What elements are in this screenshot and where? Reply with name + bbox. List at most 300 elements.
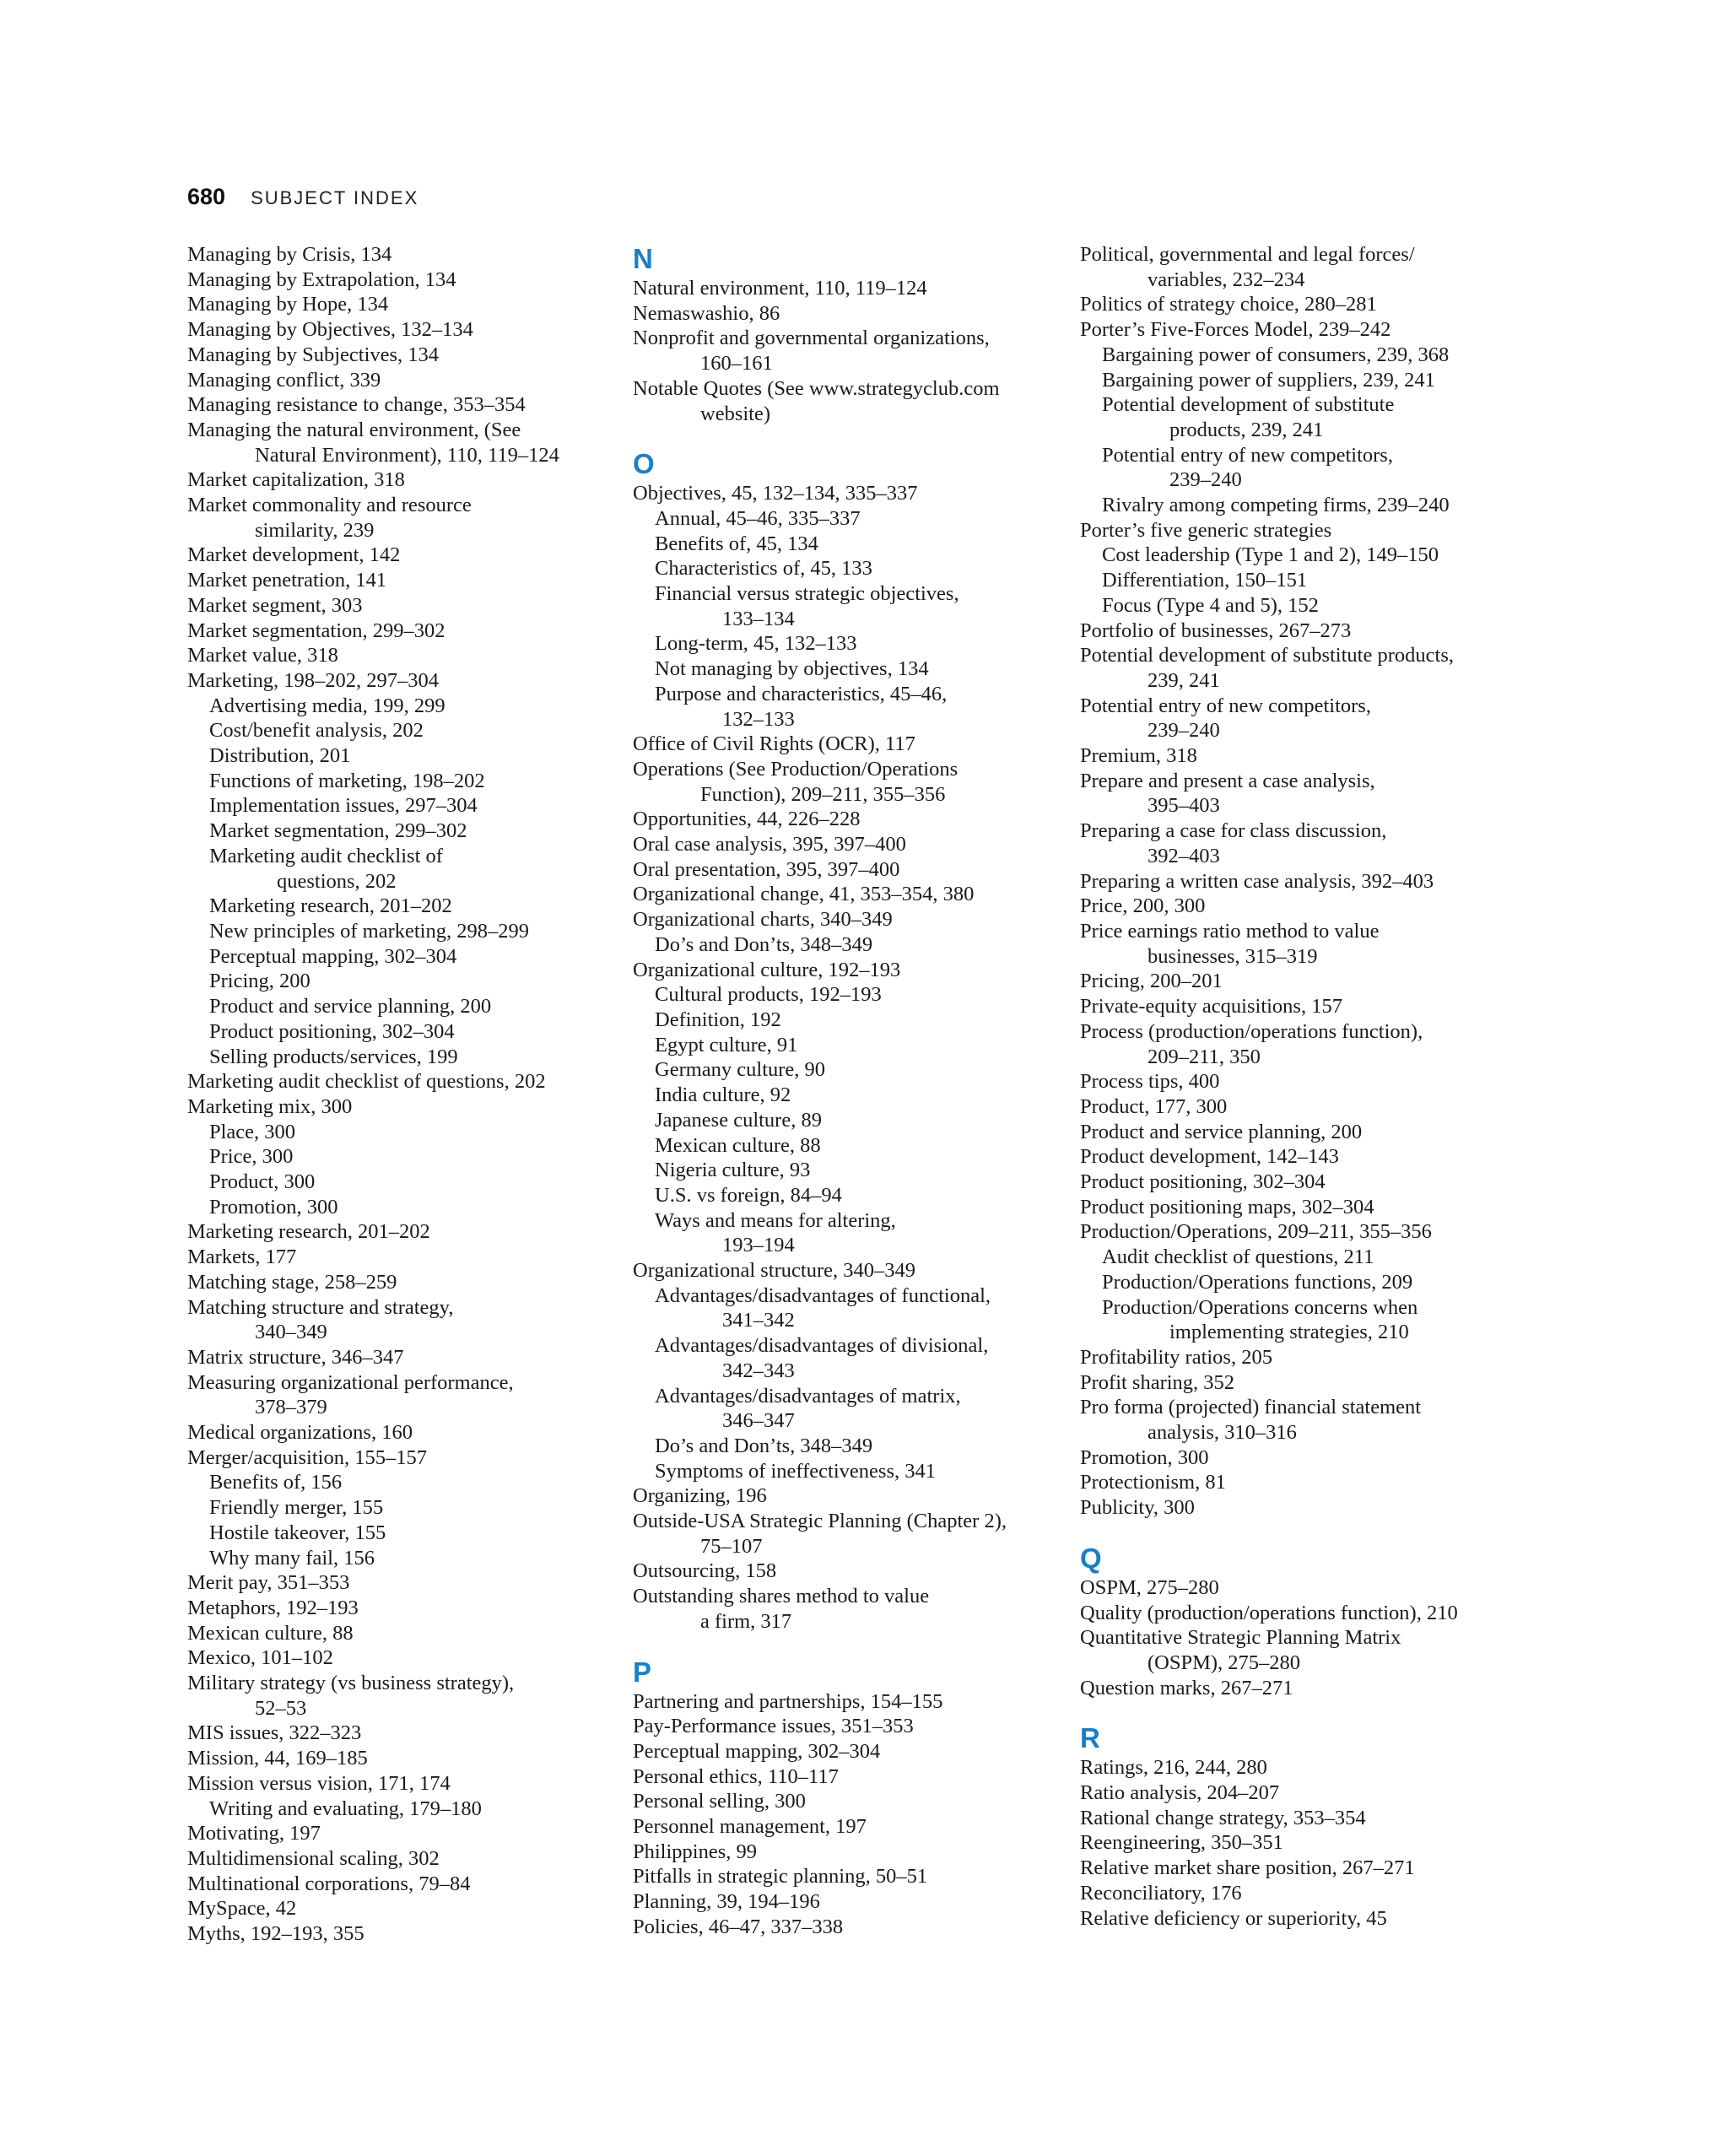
index-entry bbox=[1080, 969, 1527, 994]
index-entry bbox=[633, 1559, 1063, 1584]
index-subentry bbox=[1080, 493, 1527, 518]
entry-continuation: 239–240 bbox=[1169, 468, 1242, 492]
index-subentry bbox=[187, 743, 609, 769]
index-entry bbox=[633, 857, 1063, 883]
index-subentry bbox=[633, 1083, 1063, 1108]
index-entry bbox=[187, 1295, 609, 1345]
index-entry bbox=[187, 1420, 609, 1445]
entry-text: Benefits of, 156 bbox=[209, 1471, 343, 1494]
index-subentry bbox=[633, 1183, 1063, 1208]
section-letter-p: P bbox=[633, 1656, 652, 1688]
entry-text: Multinational corporations, 79–84 bbox=[187, 1872, 471, 1895]
entry-continuation: analysis, 310–316 bbox=[1148, 1421, 1297, 1445]
index-entry bbox=[187, 467, 609, 493]
index-entry bbox=[633, 481, 1063, 506]
entry-text: Japanese culture, 89 bbox=[655, 1108, 822, 1132]
entry-text: Planning, 39, 194–196 bbox=[633, 1890, 820, 1914]
entry-text: Personnel management, 197 bbox=[633, 1815, 867, 1839]
index-subentry bbox=[187, 1019, 609, 1045]
index-subentry bbox=[633, 556, 1063, 581]
entry-text: Organizational culture, 192–193 bbox=[633, 958, 901, 981]
entry-text: Mexican culture, 88 bbox=[187, 1621, 354, 1645]
index-entry bbox=[187, 1671, 609, 1721]
entry-continuation: 75–107 bbox=[700, 1534, 763, 1558]
index-entry bbox=[1080, 1906, 1527, 1932]
entry-text: Why many fail, 156 bbox=[209, 1546, 375, 1570]
entry-text: Price earnings ratio method to value bbox=[1080, 919, 1380, 943]
index-entry bbox=[633, 1840, 1063, 1865]
entry-continuation: 341–342 bbox=[722, 1309, 795, 1332]
entry-text: Relative market share position, 267–271 bbox=[1080, 1856, 1415, 1880]
entry-text: New principles of marketing, 298–299 bbox=[209, 919, 529, 943]
entry-text: Oral case analysis, 395, 397–400 bbox=[633, 833, 906, 856]
entry-text: Audit checklist of questions, 211 bbox=[1102, 1246, 1374, 1269]
entry-continuation: questions, 202 bbox=[277, 869, 397, 893]
index-entry bbox=[187, 1771, 609, 1797]
entry-text: Product, 300 bbox=[209, 1170, 316, 1194]
entry-text: Bargaining power of suppliers, 239, 241 bbox=[1102, 368, 1435, 392]
entry-text: Focus (Type 4 and 5), 152 bbox=[1102, 593, 1319, 617]
index-entry bbox=[1080, 1345, 1527, 1370]
entry-text: Do’s and Don’ts, 348–349 bbox=[655, 1434, 873, 1457]
entry-text: Military strategy (vs business strategy), bbox=[187, 1672, 515, 1695]
entry-text: Marketing research, 201–202 bbox=[209, 894, 452, 918]
entry-text: Private-equity acquisitions, 157 bbox=[1080, 995, 1342, 1019]
index-entry bbox=[633, 1483, 1063, 1509]
entry-text: Product and service planning, 200 bbox=[1080, 1120, 1363, 1143]
index-subentry bbox=[633, 1108, 1063, 1133]
index-entry bbox=[187, 493, 609, 543]
index-entry bbox=[1080, 994, 1527, 1019]
index-entry bbox=[187, 242, 609, 267]
index-entry bbox=[1080, 1495, 1527, 1521]
index-subentry bbox=[633, 1459, 1063, 1484]
entry-text: Reengineering, 350–351 bbox=[1080, 1831, 1283, 1855]
index-entry bbox=[187, 1921, 609, 1947]
entry-text: Annual, 45–46, 335–337 bbox=[655, 506, 861, 530]
index-entry bbox=[1080, 1601, 1527, 1626]
entry-text: Matching stage, 258–259 bbox=[187, 1270, 397, 1294]
entry-text: Production/Operations concerns when bbox=[1102, 1295, 1418, 1319]
index-subentry bbox=[1080, 1295, 1527, 1345]
entry-text: Product, 177, 300 bbox=[1080, 1094, 1228, 1118]
index-subentry bbox=[633, 1133, 1063, 1159]
entry-text: Implementation issues, 297–304 bbox=[209, 794, 478, 818]
entry-text: Mission versus vision, 171, 174 bbox=[187, 1771, 451, 1795]
entry-text: Product positioning maps, 302–304 bbox=[1080, 1195, 1374, 1218]
entry-continuation: website) bbox=[700, 402, 770, 425]
entry-text: Pricing, 200–201 bbox=[1080, 970, 1223, 993]
entry-text: Nigeria culture, 93 bbox=[655, 1159, 811, 1182]
entry-text: Cost/benefit analysis, 202 bbox=[209, 719, 424, 743]
section-letter-o: O bbox=[633, 448, 655, 480]
index-entry bbox=[633, 1814, 1063, 1840]
entry-text: Outsourcing, 158 bbox=[633, 1559, 777, 1583]
index-entry bbox=[187, 368, 609, 393]
index-subentry bbox=[1080, 392, 1527, 442]
entry-text: Market segment, 303 bbox=[187, 593, 363, 617]
index-entry bbox=[1080, 1094, 1527, 1120]
index-subentry bbox=[187, 944, 609, 970]
entry-text: Question marks, 267–271 bbox=[1080, 1676, 1293, 1699]
entry-text: Organizational structure, 340–349 bbox=[633, 1259, 915, 1283]
entry-text: India culture, 92 bbox=[655, 1083, 791, 1107]
index-subentry bbox=[633, 1283, 1063, 1333]
entry-text: Ratings, 216, 244, 280 bbox=[1080, 1756, 1267, 1780]
index-entry bbox=[1080, 1470, 1527, 1495]
index-subentry bbox=[1080, 368, 1527, 393]
index-entry bbox=[1080, 1120, 1527, 1145]
index-entry bbox=[633, 832, 1063, 857]
index-entry bbox=[187, 1621, 609, 1646]
index-entry bbox=[1080, 1881, 1527, 1906]
entry-text: Promotion, 300 bbox=[209, 1195, 338, 1218]
entry-text: Merger/acquisition, 155–157 bbox=[187, 1445, 427, 1469]
index-column-2 bbox=[633, 242, 1063, 1940]
index-subentry bbox=[187, 919, 609, 944]
section-letter-q: Q bbox=[1080, 1542, 1102, 1574]
index-entry bbox=[1080, 1806, 1527, 1831]
entry-text: MIS issues, 322–323 bbox=[187, 1721, 362, 1745]
index-subentry bbox=[633, 1384, 1063, 1434]
entry-text: Operations (See Production/Operations bbox=[633, 757, 958, 781]
entry-text: Bargaining power of consumers, 239, 368 bbox=[1102, 343, 1450, 366]
entry-text: Market commonality and resource bbox=[187, 494, 472, 517]
entry-text: Product positioning, 302–304 bbox=[209, 1019, 455, 1043]
index-entry bbox=[1080, 1575, 1527, 1601]
index-entry bbox=[633, 807, 1063, 832]
index-subentry bbox=[187, 1045, 609, 1070]
index-subentry bbox=[633, 932, 1063, 958]
entry-text: Mexican culture, 88 bbox=[655, 1133, 821, 1157]
entry-text: Medical organizations, 160 bbox=[187, 1421, 413, 1445]
entry-continuation: Function), 209–211, 355–356 bbox=[700, 782, 946, 806]
entry-text: Publicity, 300 bbox=[1080, 1496, 1195, 1520]
index-entry bbox=[633, 1258, 1063, 1283]
index-entry bbox=[633, 1689, 1063, 1715]
entry-continuation: 160–161 bbox=[700, 352, 773, 376]
entry-text: Marketing, 198–202, 297–304 bbox=[187, 668, 440, 692]
entry-text: Matrix structure, 346–347 bbox=[187, 1345, 404, 1369]
entry-text: Pro forma (projected) financial statement bbox=[1080, 1396, 1422, 1419]
index-subentry bbox=[187, 1170, 609, 1195]
entry-text: Friendly merger, 155 bbox=[209, 1496, 384, 1520]
index-entry bbox=[187, 1570, 609, 1596]
index-entry bbox=[187, 1645, 609, 1671]
entry-text: Reconciliatory, 176 bbox=[1080, 1881, 1242, 1905]
index-subentry bbox=[633, 631, 1063, 657]
index-subentry bbox=[187, 1195, 609, 1220]
index-entry bbox=[187, 1270, 609, 1295]
index-entry bbox=[187, 343, 609, 368]
entry-text: Germany culture, 90 bbox=[655, 1058, 826, 1082]
entry-text: Preparing a case for class discussion, bbox=[1080, 819, 1387, 843]
index-entry bbox=[633, 1915, 1063, 1940]
index-subentry bbox=[187, 844, 609, 894]
index-entry bbox=[1080, 1625, 1527, 1675]
entry-text: Advantages/disadvantages of matrix, bbox=[655, 1384, 961, 1408]
entry-text: Managing by Subjectives, 134 bbox=[187, 343, 440, 366]
entry-text: Organizational charts, 340–349 bbox=[633, 908, 893, 932]
entry-text: Office of Civil Rights (OCR), 117 bbox=[633, 732, 915, 756]
index-entry bbox=[633, 1714, 1063, 1739]
entry-text: Marketing audit checklist of questions, 202 bbox=[187, 1070, 546, 1094]
entry-text: Markets, 177 bbox=[187, 1246, 297, 1269]
index-entry bbox=[633, 907, 1063, 932]
entry-text: Managing by Crisis, 134 bbox=[187, 243, 392, 266]
entry-text: Pitfalls in strategic planning, 50–51 bbox=[633, 1865, 928, 1889]
entry-continuation: a firm, 317 bbox=[700, 1609, 792, 1633]
index-entry bbox=[1080, 1445, 1527, 1471]
entry-continuation: 52–53 bbox=[255, 1696, 307, 1720]
index-entry bbox=[633, 301, 1063, 327]
entry-text: Market capitalization, 318 bbox=[187, 468, 405, 492]
index-entry bbox=[633, 276, 1063, 301]
index-entry bbox=[1080, 317, 1527, 343]
index-entry bbox=[633, 882, 1063, 907]
index-subentry bbox=[187, 1546, 609, 1571]
entry-text: Marketing research, 201–202 bbox=[187, 1220, 430, 1244]
entry-text: Potential entry of new competitors, bbox=[1080, 694, 1371, 717]
entry-text: Protectionism, 81 bbox=[1080, 1471, 1226, 1494]
entry-text: Financial versus strategic objectives, bbox=[655, 582, 959, 606]
index-subentry bbox=[1080, 593, 1527, 619]
entry-text: Porter’s five generic strategies bbox=[1080, 518, 1332, 542]
index-entry bbox=[633, 732, 1063, 757]
index-entry bbox=[187, 619, 609, 644]
entry-text: Ratio analysis, 204–207 bbox=[1080, 1781, 1280, 1805]
entry-text: Philippines, 99 bbox=[633, 1840, 758, 1863]
entry-text: Not managing by objectives, 134 bbox=[655, 657, 929, 681]
entry-text: Market segmentation, 299–302 bbox=[209, 819, 467, 843]
entry-text: U.S. vs foreign, 84–94 bbox=[655, 1183, 842, 1207]
index-subentry bbox=[633, 1208, 1063, 1258]
index-subentry bbox=[1080, 443, 1527, 493]
entry-text: Pricing, 200 bbox=[209, 970, 310, 993]
index-entry bbox=[1080, 619, 1527, 644]
entry-text: Nemaswashio, 86 bbox=[633, 301, 780, 325]
index-subentry bbox=[633, 1057, 1063, 1083]
entry-continuation: variables, 232–234 bbox=[1148, 267, 1305, 291]
entry-continuation: 193–194 bbox=[722, 1234, 795, 1257]
index-entry bbox=[187, 1596, 609, 1621]
entry-text: Purpose and characteristics, 45–46, bbox=[655, 682, 948, 705]
index-entry bbox=[633, 1509, 1063, 1559]
entry-text: Prepare and present a case analysis, bbox=[1080, 769, 1375, 792]
entry-text: Personal selling, 300 bbox=[633, 1790, 806, 1813]
entry-text: Product and service planning, 200 bbox=[209, 995, 492, 1019]
entry-text: Notable Quotes (See www.strategyclub.com bbox=[633, 376, 1000, 400]
index-entry bbox=[1080, 1195, 1527, 1220]
index-entry bbox=[1080, 242, 1527, 292]
entry-text: Price, 300 bbox=[209, 1145, 294, 1169]
index-subentry bbox=[187, 769, 609, 794]
entry-text: Politics of strategy choice, 280–281 bbox=[1080, 293, 1377, 316]
entry-text: Egypt culture, 91 bbox=[655, 1033, 798, 1056]
index-subentry bbox=[633, 1333, 1063, 1383]
entry-continuation: 132–133 bbox=[722, 707, 795, 731]
section-letter-r: R bbox=[1080, 1722, 1100, 1754]
entry-text: Mission, 44, 169–185 bbox=[187, 1747, 368, 1770]
entry-text: Relative deficiency or superiority, 45 bbox=[1080, 1906, 1387, 1930]
index-subentry bbox=[187, 969, 609, 994]
entry-text: Outside-USA Strategic Planning (Chapter 2), bbox=[633, 1510, 1007, 1533]
page-header bbox=[187, 184, 418, 210]
index-entry bbox=[187, 643, 609, 668]
entry-text: Do’s and Don’ts, 348–349 bbox=[655, 932, 873, 956]
index-subentry bbox=[187, 793, 609, 819]
index-subentry bbox=[187, 1495, 609, 1521]
index-subentry bbox=[1080, 543, 1527, 568]
index-entry bbox=[1080, 869, 1527, 894]
entry-text: Price, 200, 300 bbox=[1080, 894, 1206, 918]
index-entry bbox=[187, 418, 609, 467]
entry-text: Symptoms of ineffectiveness, 341 bbox=[655, 1459, 936, 1483]
index-entry bbox=[1080, 1144, 1527, 1170]
index-entry bbox=[1080, 1780, 1527, 1806]
index-entry bbox=[633, 1739, 1063, 1764]
entry-continuation: 395–403 bbox=[1148, 794, 1220, 818]
entry-text: Perceptual mapping, 302–304 bbox=[633, 1739, 881, 1763]
entry-text: Policies, 46–47, 337–338 bbox=[633, 1915, 844, 1938]
index-subentry bbox=[633, 581, 1063, 631]
entry-continuation: Natural Environment), 110, 119–124 bbox=[255, 443, 559, 467]
entry-text: Marketing mix, 300 bbox=[187, 1094, 353, 1118]
index-entry bbox=[1080, 1170, 1527, 1195]
index-entry bbox=[187, 1896, 609, 1921]
index-entry bbox=[1080, 518, 1527, 543]
entry-text: Rational change strategy, 353–354 bbox=[1080, 1806, 1366, 1829]
entry-text: Product positioning, 302–304 bbox=[1080, 1170, 1326, 1194]
index-entry bbox=[187, 1872, 609, 1897]
entry-continuation: 239, 241 bbox=[1148, 668, 1220, 692]
entry-text: Managing the natural environment, (See bbox=[187, 418, 521, 441]
index-entry bbox=[1080, 894, 1527, 919]
entry-text: Advertising media, 199, 299 bbox=[209, 694, 446, 717]
entry-text: Managing by Extrapolation, 134 bbox=[187, 267, 456, 291]
index-subentry bbox=[633, 532, 1063, 557]
index-entry bbox=[633, 326, 1063, 376]
entry-text: OSPM, 275–280 bbox=[1080, 1575, 1219, 1599]
entry-text: Place, 300 bbox=[209, 1120, 296, 1143]
index-subentry bbox=[633, 1158, 1063, 1183]
entry-text: Cultural products, 192–193 bbox=[655, 983, 882, 1007]
index-entry bbox=[1080, 919, 1527, 969]
index-subentry bbox=[187, 1521, 609, 1546]
entry-text: Market development, 142 bbox=[187, 543, 401, 567]
entry-text: Managing resistance to change, 353–354 bbox=[187, 393, 526, 417]
index-entry bbox=[633, 1864, 1063, 1889]
index-column-1 bbox=[187, 242, 609, 1947]
entry-text: Advantages/disadvantages of divisional, bbox=[655, 1334, 989, 1358]
index-entry bbox=[1080, 1019, 1527, 1069]
entry-text: Quantitative Strategic Planning Matrix bbox=[1080, 1626, 1401, 1650]
entry-text: Rivalry among competing firms, 239–240 bbox=[1102, 494, 1450, 517]
entry-text: Distribution, 201 bbox=[209, 744, 351, 768]
entry-text: Hostile takeover, 155 bbox=[209, 1521, 386, 1544]
index-subentry bbox=[1080, 1270, 1527, 1295]
index-subentry bbox=[633, 1434, 1063, 1459]
entry-text: Myths, 192–193, 355 bbox=[187, 1922, 364, 1946]
index-column-3 bbox=[1080, 242, 1527, 1931]
index-entry bbox=[187, 668, 609, 694]
entry-text: Porter’s Five-Forces Model, 239–242 bbox=[1080, 318, 1391, 342]
entry-text: Outstanding shares method to value bbox=[633, 1585, 930, 1608]
index-entry bbox=[187, 593, 609, 619]
index-subentry bbox=[187, 1120, 609, 1145]
entry-text: Market value, 318 bbox=[187, 644, 338, 667]
entry-text: Long-term, 45, 132–133 bbox=[655, 632, 857, 656]
index-entry bbox=[1080, 694, 1527, 743]
index-entry bbox=[187, 317, 609, 343]
index-entry bbox=[633, 376, 1063, 426]
index-subentry bbox=[187, 1470, 609, 1495]
running-head: SUBJECT INDEX bbox=[251, 187, 419, 208]
entry-text: Quality (production/operations function), 210 bbox=[1080, 1601, 1458, 1624]
index-subentry bbox=[633, 1033, 1063, 1058]
entry-text: Managing by Objectives, 132–134 bbox=[187, 318, 473, 342]
index-subentry bbox=[1080, 1245, 1527, 1270]
page-number: 680 bbox=[187, 184, 226, 209]
index-entry bbox=[187, 1846, 609, 1872]
entry-text: Mexico, 101–102 bbox=[187, 1646, 333, 1670]
entry-continuation: products, 239, 241 bbox=[1169, 418, 1324, 441]
index-subentry bbox=[633, 1008, 1063, 1033]
index-subentry bbox=[187, 994, 609, 1019]
entry-text: Partnering and partnerships, 154–155 bbox=[633, 1689, 943, 1713]
index-entry bbox=[1080, 1395, 1527, 1445]
entry-text: Preparing a written case analysis, 392–403 bbox=[1080, 869, 1434, 893]
index-entry bbox=[1080, 743, 1527, 769]
index-subentry bbox=[633, 682, 1063, 732]
index-entry bbox=[187, 1345, 609, 1370]
entry-text: Production/Operations functions, 209 bbox=[1102, 1270, 1413, 1294]
entry-text: Production/Operations, 209–211, 355–356 bbox=[1080, 1220, 1432, 1244]
entry-text: Process (production/operations function), bbox=[1080, 1019, 1423, 1043]
index-entry bbox=[1080, 292, 1527, 317]
index-entry bbox=[187, 1245, 609, 1270]
entry-text: Organizing, 196 bbox=[633, 1484, 767, 1508]
entry-text: Perceptual mapping, 302–304 bbox=[209, 944, 457, 968]
index-entry bbox=[1080, 1755, 1527, 1780]
entry-text: Managing by Hope, 134 bbox=[187, 293, 389, 316]
entry-text: Market penetration, 141 bbox=[187, 569, 387, 592]
entry-text: Benefits of, 45, 134 bbox=[655, 532, 818, 555]
entry-text: Matching structure and strategy, bbox=[187, 1295, 454, 1319]
entry-continuation: similarity, 239 bbox=[255, 518, 375, 542]
index-entry bbox=[187, 568, 609, 593]
index-entry bbox=[1080, 1676, 1527, 1701]
index-subentry bbox=[187, 1797, 609, 1822]
index-entry bbox=[1080, 1830, 1527, 1856]
entry-text: Organizational change, 41, 353–354, 380 bbox=[633, 883, 975, 906]
index-subentry bbox=[187, 694, 609, 719]
entry-continuation: 133–134 bbox=[722, 607, 795, 630]
index-entry bbox=[1080, 1219, 1527, 1245]
entry-text: Definition, 192 bbox=[655, 1008, 781, 1031]
index-subentry bbox=[187, 894, 609, 919]
entry-text: Potential entry of new competitors, bbox=[1102, 443, 1393, 467]
entry-text: Premium, 318 bbox=[1080, 744, 1197, 768]
entry-text: Ways and means for altering, bbox=[655, 1208, 896, 1232]
index-entry bbox=[187, 1094, 609, 1120]
entry-text: Natural environment, 110, 119–124 bbox=[633, 277, 927, 300]
index-subentry bbox=[187, 718, 609, 743]
entry-text: Process tips, 400 bbox=[1080, 1070, 1220, 1094]
entry-text: Objectives, 45, 132–134, 335–337 bbox=[633, 482, 918, 505]
index-entry bbox=[187, 1370, 609, 1420]
entry-text: Writing and evaluating, 179–180 bbox=[209, 1797, 482, 1820]
